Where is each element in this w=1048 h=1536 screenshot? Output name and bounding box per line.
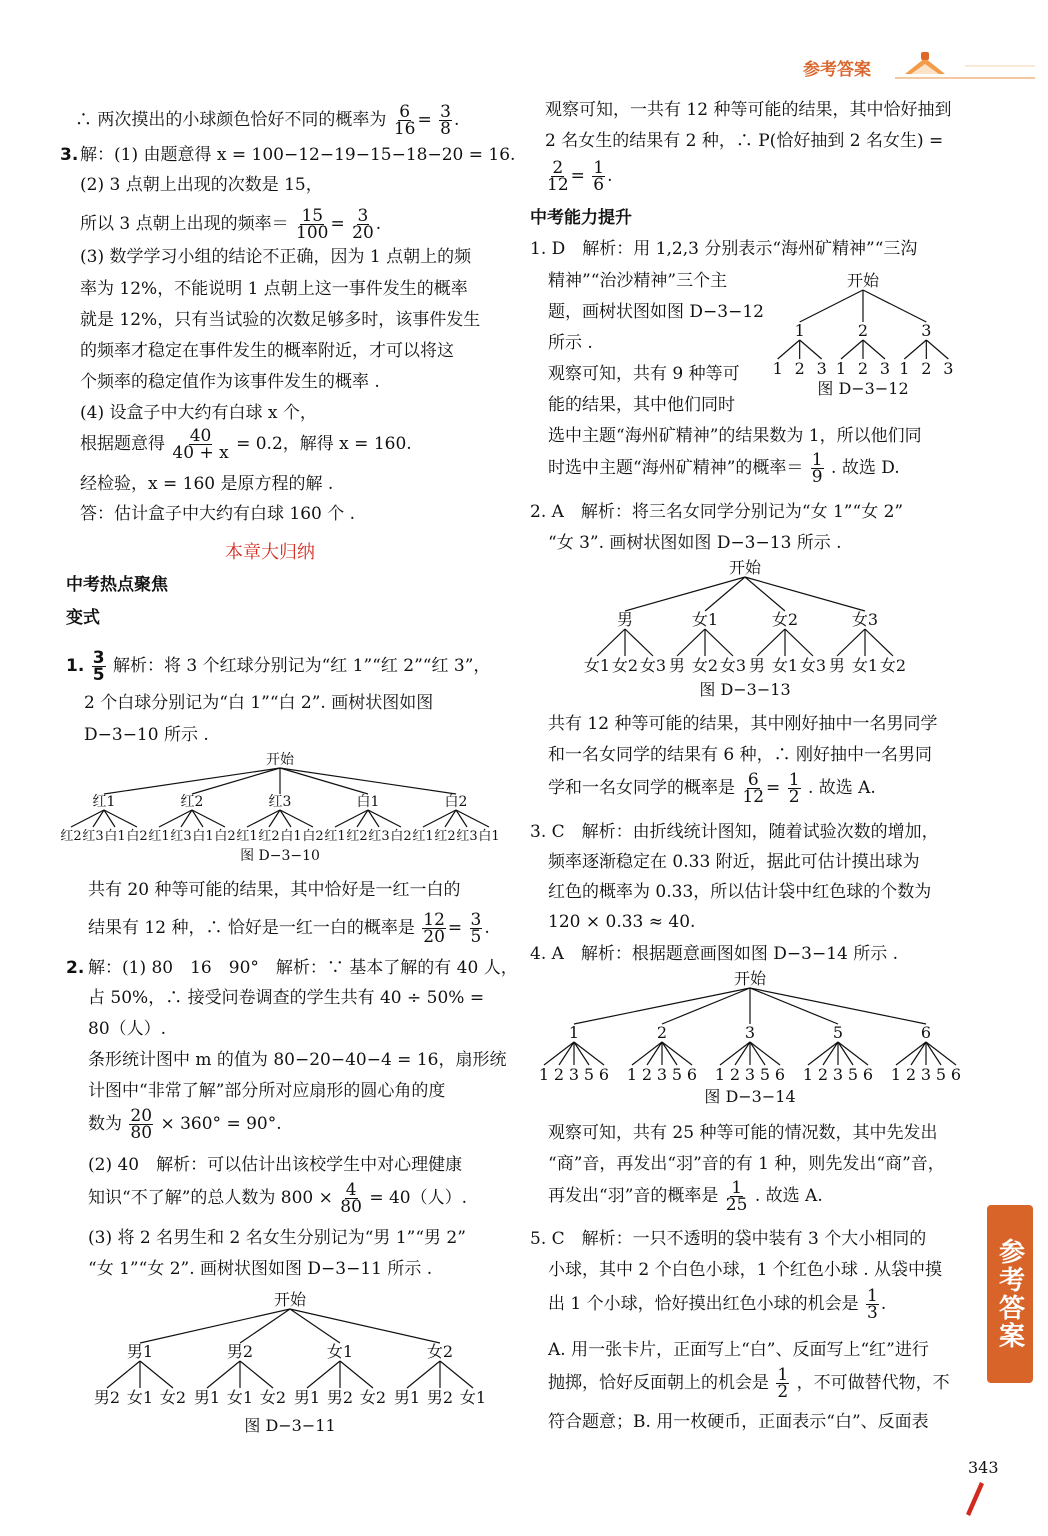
tree-leaf-label: 5	[847, 1065, 859, 1084]
tree-leaf-label: 3	[816, 359, 827, 378]
c1-line-3: 题，画树状图如图 D−3−12	[548, 302, 764, 322]
tree-root-label: 开始	[273, 1290, 307, 1309]
b1-line-3: D−3−10 所示 .	[84, 725, 209, 745]
tree-node-label: 6	[920, 1023, 932, 1042]
c5-line-2: 小球，其中 2 个白色小球，1 个红色小球 . 从袋中摸	[548, 1260, 943, 1280]
tree-leaf-label: 3	[832, 1065, 844, 1084]
tree-branch	[574, 1042, 604, 1065]
b2-line-9: (3) 将 2 名男生和 2 名女生分别记为“男 1”“男 2”	[88, 1228, 466, 1248]
tree-branch	[745, 577, 865, 611]
tree-leaf-label: 1	[538, 1065, 550, 1084]
tree-root-label: 开始	[733, 969, 767, 988]
tree-branch	[837, 629, 865, 656]
tree-branch	[785, 629, 813, 656]
tree-leaf-label: 2	[641, 1065, 653, 1084]
b1-line-4: 共有 20 种等可能的结果，其中恰好是一红一白的	[88, 880, 461, 900]
q3-line-6: 就是 12%，只有当试验的次数足够多时，该事件发生	[80, 310, 481, 330]
tree-leaf-label: 白1	[192, 829, 214, 844]
subheading-hotspot: 中考热点聚焦	[66, 575, 168, 595]
tree-leaf-label: 红3	[170, 829, 192, 844]
tree-branch	[290, 1309, 440, 1343]
tree-node-label: 红1	[92, 794, 116, 810]
section-title: 本章大归纳	[225, 542, 315, 563]
tree-leaf-label: 男1	[293, 1388, 321, 1407]
tree-leaf-label: 2	[857, 359, 869, 378]
tree-leaf-label: 男	[748, 656, 766, 675]
tree-leaf-label: 女1	[583, 656, 611, 675]
tree-branch	[778, 340, 800, 359]
c2-line-4: 和一名女同学的结果有 6 种，∴ 刚好抽中一名男同	[548, 745, 933, 765]
tree-diagram-d-3-14	[530, 966, 980, 1111]
q3-line-7: 的频率才稳定在事件发生的概率附近，才可以将这	[80, 341, 454, 361]
q3-line-3: 所以 3 点朝上出现的频率＝ $\frac{15}{100}$ = $\frac{3}{20}$ .	[80, 206, 382, 243]
tree-leaf-label: 2	[553, 1065, 565, 1084]
tree-leaf-label: 红1	[324, 829, 346, 844]
tree-leaf-label: 2	[729, 1065, 741, 1084]
tree-leaf-label: 2	[794, 359, 805, 378]
tree-leaf-label: 红3	[82, 829, 104, 844]
tree-diagram-d-3-13	[585, 555, 915, 705]
tree-node-label: 3	[921, 321, 932, 340]
tree-branch	[800, 340, 822, 359]
tree-leaf-label: 3	[943, 359, 954, 378]
c2-line-3: 共有 12 种等可能的结果，其中刚好抽中一名男同学	[548, 714, 938, 734]
b2-line-7: (2) 40 解析：可以估计出该校学生中对心理健康	[88, 1155, 463, 1175]
tree-branch	[838, 1042, 853, 1065]
b2-line-1: 解：(1) 80 16 90° 解析：∵ 基本了解的有 40 人，	[88, 958, 518, 978]
tree-leaf-label: 3	[920, 1065, 932, 1084]
q3-number: 3.	[60, 145, 79, 165]
c3-line-3: 红色的概率为 0.33，所以估计袋中红色球的个数为	[548, 882, 932, 902]
tree-branch	[926, 1042, 956, 1065]
tree-branch	[559, 1042, 574, 1065]
right-line-3: $\frac{2}{12}$ = $\frac{1}{6}$ .	[547, 158, 613, 195]
tree-node-label: 1	[568, 1023, 580, 1042]
tree-node-label: 红3	[268, 794, 292, 810]
tree-branch	[140, 1361, 173, 1388]
tree-branch	[625, 629, 653, 656]
b2-line-5: 计图中“非常了解”部分所对应扇形的圆心角的度	[88, 1081, 446, 1101]
tree-branch	[280, 768, 368, 794]
tree-leaf-label: 白1	[280, 829, 302, 844]
tree-leaf-label: 女3	[719, 656, 747, 675]
tree-branch	[838, 1042, 868, 1065]
q3-line-8: 个频率的稳定值作为该事件发生的概率 .	[80, 372, 380, 392]
c3-line-4: 120 × 0.33 ≈ 40.	[548, 912, 696, 932]
subheading-variant: 变式	[66, 608, 100, 628]
tree-branch	[757, 629, 785, 656]
c5-line-5: 抛掷，恰好反面朝上的机会是 $\frac{1}{2}$ ，不可做替代物，不	[548, 1365, 950, 1402]
c1-line-8: 时选中主题“海州矿精神”的概率＝ $\frac{1}{9}$ . 故选 D.	[548, 450, 900, 487]
c3-line-2: 频率逐渐稳定在 0.33 附近，据此可估计摸出球为	[548, 852, 920, 872]
b1-line-5: 结果有 12 种，∴ 恰好是一红一白的概率是 $\frac{12}{20}$ = $\frac{3}{5}$ .	[88, 910, 490, 947]
c4-line-2: 观察可知，共有 25 种等可能的情况数，其中先发出	[548, 1123, 938, 1143]
q3-line-12: 答：估计盒子中大约有白球 160 个 .	[80, 504, 356, 524]
figure-caption: 图 D−3−12	[817, 379, 909, 398]
q3-line-2: (2) 3 点朝上出现的次数是 15，	[80, 175, 323, 195]
tree-branch	[896, 1042, 926, 1065]
tree-branch	[662, 1042, 677, 1065]
right-line-2: 2 名女生的结果有 2 种，∴ P(恰好抽到 2 名女生) =	[545, 131, 944, 151]
tree-leaf-label: 红2	[346, 829, 368, 844]
tree-leaf-label: 男2	[326, 1388, 354, 1407]
tree-leaf-label: 女1	[771, 656, 799, 675]
tree-node-label: 男1	[126, 1342, 154, 1361]
b1-line-2: 2 个白球分别记为“白 1”“白 2”. 画树状图如图	[84, 693, 434, 713]
tree-leaf-label: 白1	[104, 829, 126, 844]
figure-caption: 图 D−3−10	[240, 848, 320, 864]
tree-node-label: 3	[744, 1023, 756, 1042]
b2-line-6: 数为 $\frac{20}{80}$ × 360° = 90°.	[88, 1106, 282, 1143]
tree-leaf-label: 3	[879, 359, 891, 378]
tree-leaf-label: 3	[744, 1065, 756, 1084]
tree-branch	[307, 1361, 340, 1388]
tree-leaf-label: 女3	[799, 656, 827, 675]
c1-line-4: 所示 .	[548, 333, 593, 353]
tree-diagram-d-3-11	[90, 1285, 510, 1440]
tree-leaf-label: 6	[862, 1065, 874, 1084]
tree-branch	[544, 1042, 574, 1065]
tree-node-label: 女3	[851, 610, 879, 629]
tree-leaf-label: 女2	[359, 1388, 387, 1407]
c5-line-3: 出 1 个小球，恰好摸出红色小球的机会是 $\frac{1}{3}$ .	[548, 1286, 887, 1323]
tree-node-label: 女2	[426, 1342, 454, 1361]
tree-leaf-label: 6	[950, 1065, 962, 1084]
book-logo-icon	[895, 44, 1035, 84]
tree-node-label: 男2	[226, 1342, 254, 1361]
q3-line-1: 解：(1) 由题意得 x = 100−12−19−15−18−20 = 16.	[80, 145, 516, 165]
pen-icon	[958, 1480, 988, 1520]
side-tab-answers: 参考答案	[987, 1205, 1033, 1383]
tree-leaf-label: 2	[905, 1065, 917, 1084]
tree-leaf-label: 红2	[60, 829, 82, 844]
tree-branch	[750, 988, 838, 1024]
tree-node-label: 1	[794, 321, 805, 340]
tree-node-label: 女1	[691, 610, 719, 629]
tree-branch	[104, 768, 280, 794]
tree-branch	[911, 1042, 926, 1065]
tree-diagram-d-3-12	[768, 270, 968, 400]
tree-leaf-label: 白2	[126, 829, 148, 844]
tree-leaf-label: 男2	[93, 1388, 121, 1407]
subheading-ability: 中考能力提升	[530, 208, 632, 228]
tree-leaf-label: 男	[668, 656, 686, 675]
tree-branch	[107, 1361, 140, 1388]
c1-line-1: 1. D 解析：用 1,2,3 分别表示“海州矿精神”“三沟	[530, 239, 918, 259]
tree-leaf-label: 男2	[426, 1388, 454, 1407]
tree-leaf-label: 女2	[159, 1388, 187, 1407]
tree-diagram-d-3-10	[60, 748, 510, 868]
b2-number: 2.	[66, 958, 85, 978]
tree-branch	[823, 1042, 838, 1065]
tree-leaf-label: 红1	[236, 829, 258, 844]
c4-line-1: 4. A 解析：根据题意画图如图 D−3−14 所示 .	[530, 944, 899, 964]
tree-branch	[904, 340, 926, 359]
tree-branch	[240, 1361, 273, 1388]
c3-line-1: 3. C 解析：由折线统计图知，随着试验次数的增加，	[530, 822, 939, 842]
tree-branch	[440, 1361, 473, 1388]
tree-leaf-label: 1	[802, 1065, 814, 1084]
tree-leaf-label: 1	[890, 1065, 902, 1084]
tree-leaf-label: 2	[817, 1065, 829, 1084]
tree-leaf-label: 红2	[258, 829, 280, 844]
tree-leaf-label: 白2	[302, 829, 324, 844]
tree-leaf-label: 6	[686, 1065, 698, 1084]
b2-line-2: 占 50%，∴ 接受问卷调查的学生共有 40 ÷ 50% =	[88, 988, 485, 1008]
tree-branch	[597, 629, 625, 656]
c1-line-7: 选中主题“海州矿精神”的结果数为 1，所以他们同	[548, 426, 922, 446]
right-line-1: 观察可知，一共有 12 种等可能的结果，其中恰好抽到	[545, 100, 952, 120]
tree-leaf-label: 6	[774, 1065, 786, 1084]
c1-line-5: 观察可知，共有 9 种等可	[548, 364, 740, 384]
tree-branch	[192, 768, 280, 794]
c4-line-4: 再发出“羽”音的概率是 $\frac{1}{25}$ . 故选 A.	[548, 1178, 823, 1215]
tree-branch	[632, 1042, 662, 1065]
q3-line-10: 根据题意得 $\frac{40}{40 + x}$ = 0.2，解得 x = 160.	[80, 426, 412, 463]
tree-leaf-label: 6	[598, 1065, 610, 1084]
tree-branch	[140, 1309, 290, 1343]
figure-caption: 图 D−3−11	[244, 1416, 336, 1435]
c2-line-2: “女 3”. 画树状图如图 D−3−13 所示 .	[548, 533, 842, 553]
tree-branch	[574, 988, 750, 1024]
tree-leaf-label: 红3	[456, 829, 478, 844]
tree-leaf-label: 红1	[412, 829, 434, 844]
tree-branch	[863, 290, 926, 322]
tree-branch	[662, 1042, 692, 1065]
tree-leaf-label: 3	[656, 1065, 668, 1084]
q3-line-4: (3) 数学学习小组的结论不正确，因为 1 点朝上的频	[80, 247, 472, 267]
tree-leaf-label: 女1	[226, 1388, 254, 1407]
c1-line-2: 精神”“治沙精神”三个主	[548, 271, 728, 291]
tree-leaf-label: 女2	[691, 656, 719, 675]
tree-leaf-label: 白2	[214, 829, 236, 844]
tree-branch	[926, 340, 948, 359]
tree-leaf-label: 5	[671, 1065, 683, 1084]
tree-leaf-label: 女2	[611, 656, 639, 675]
figure-caption: 图 D−3−13	[699, 680, 791, 699]
c5-line-1: 5. C 解析：一只不透明的袋中装有 3 个大小相同的	[530, 1229, 927, 1249]
b2-line-4: 条形统计图中 m 的值为 80−20−40−4 = 16，扇形统	[88, 1050, 507, 1070]
tree-root-label: 开始	[846, 271, 880, 290]
tree-node-label: 白2	[444, 794, 468, 810]
tree-node-label: 5	[832, 1023, 844, 1042]
tree-root-label: 开始	[266, 752, 294, 768]
c5-line-4: A. 用一张卡片，正面写上“白”、反面写上“红”进行	[548, 1340, 929, 1360]
tree-leaf-label: 1	[835, 359, 847, 378]
b1-line-1: 1. $\frac{3}{5}$ 解析：将 3 个红球分别记为“红 1”“红 2”“红 3”，	[66, 648, 491, 685]
tree-leaf-label: 白2	[390, 829, 412, 844]
tree-leaf-label: 女1	[851, 656, 879, 675]
tree-branch	[662, 988, 750, 1024]
tree-leaf-label: 女1	[459, 1388, 487, 1407]
tree-branch	[750, 988, 926, 1024]
tree-leaf-label: 红3	[368, 829, 390, 844]
b2-line-8: 知识“不了解”的总人数为 800 × $\frac{4}{80}$ = 40（人）.	[88, 1180, 468, 1217]
tree-branch	[280, 768, 456, 794]
tree-leaf-label: 5	[759, 1065, 771, 1084]
tree-leaf-label: 3	[568, 1065, 580, 1084]
tree-branch	[926, 1042, 941, 1065]
c2-line-5: 学和一名女同学的概率是 $\frac{6}{12}$ = $\frac{1}{2}$ . 故选 A.	[548, 770, 876, 807]
tree-leaf-label: 2	[921, 359, 932, 378]
tree-leaf-label: 女3	[639, 656, 667, 675]
tree-leaf-label: 1	[714, 1065, 726, 1084]
left-line-1: ∴ 两次摸出的小球颜色恰好不同的概率为 $\frac{6}{16}$ = $\frac{3}{8}$ .	[75, 102, 460, 139]
tree-node-label: 女1	[326, 1342, 354, 1361]
c2-line-1: 2. A 解析：将三名女同学分别记为“女 1”“女 2”	[530, 502, 904, 522]
tree-node-label: 男	[616, 610, 634, 629]
tree-leaf-label: 5	[583, 1065, 595, 1084]
tree-branch	[407, 1361, 440, 1388]
b2-line-10: “女 1”“女 2”. 画树状图如图 D−3−11 所示 .	[88, 1259, 433, 1279]
tree-branch	[865, 629, 893, 656]
tree-leaf-label: 男	[828, 656, 846, 675]
header-label: 参考答案	[803, 60, 871, 80]
tree-leaf-label: 男1	[393, 1388, 421, 1407]
tree-leaf-label: 女1	[126, 1388, 154, 1407]
figure-caption: 图 D−3−14	[704, 1087, 796, 1106]
tree-branch	[841, 340, 863, 359]
tree-leaf-label: 女2	[259, 1388, 287, 1407]
b2-line-3: 80（人）.	[88, 1019, 167, 1039]
tree-leaf-label: 红2	[434, 829, 456, 844]
tree-node-label: 2	[656, 1023, 668, 1042]
tree-leaf-label: 1	[626, 1065, 638, 1084]
tree-leaf-label: 男1	[193, 1388, 221, 1407]
tree-branch	[625, 577, 745, 611]
tree-branch	[863, 340, 885, 359]
tree-root-label: 开始	[728, 558, 762, 577]
tree-branch	[808, 1042, 838, 1065]
tree-node-label: 白1	[356, 794, 380, 810]
tree-branch	[207, 1361, 240, 1388]
tree-leaf-label: 女2	[879, 656, 907, 675]
tree-branch	[340, 1361, 373, 1388]
tree-leaf-label: 1	[899, 359, 910, 378]
tree-branch	[647, 1042, 662, 1065]
tree-branch	[574, 1042, 589, 1065]
tree-branch	[800, 290, 863, 322]
tree-leaf-label: 5	[935, 1065, 947, 1084]
c4-line-3: “商”音，再发出“羽”音的有 1 种，则先发出“商”音，	[548, 1154, 945, 1174]
tree-branch	[677, 629, 705, 656]
tree-branch	[705, 629, 733, 656]
page-number: 343	[968, 1458, 999, 1477]
tree-node-label: 红2	[180, 794, 204, 810]
tree-branch	[720, 1042, 750, 1065]
q3-line-11: 经检验，x = 160 是原方程的解 .	[80, 474, 334, 494]
tree-leaf-label: 白1	[478, 829, 500, 844]
c1-line-6: 能的结果，其中他们同时	[548, 395, 735, 415]
tree-leaf-label: 1	[772, 359, 783, 378]
tree-leaf-label: 红1	[148, 829, 170, 844]
q3-line-5: 率为 12%，不能说明 1 点朝上这一事件发生的概率	[80, 279, 468, 299]
tree-branch	[750, 1042, 765, 1065]
c5-line-6: 符合题意；B. 用一枚硬币，正面表示“白”、反面表	[548, 1412, 929, 1432]
tree-node-label: 2	[857, 321, 869, 340]
q3-line-9: (4) 设盒子中大约有白球 x 个，	[80, 403, 317, 423]
tree-node-label: 女2	[771, 610, 799, 629]
tree-branch	[750, 1042, 780, 1065]
tree-branch	[735, 1042, 750, 1065]
